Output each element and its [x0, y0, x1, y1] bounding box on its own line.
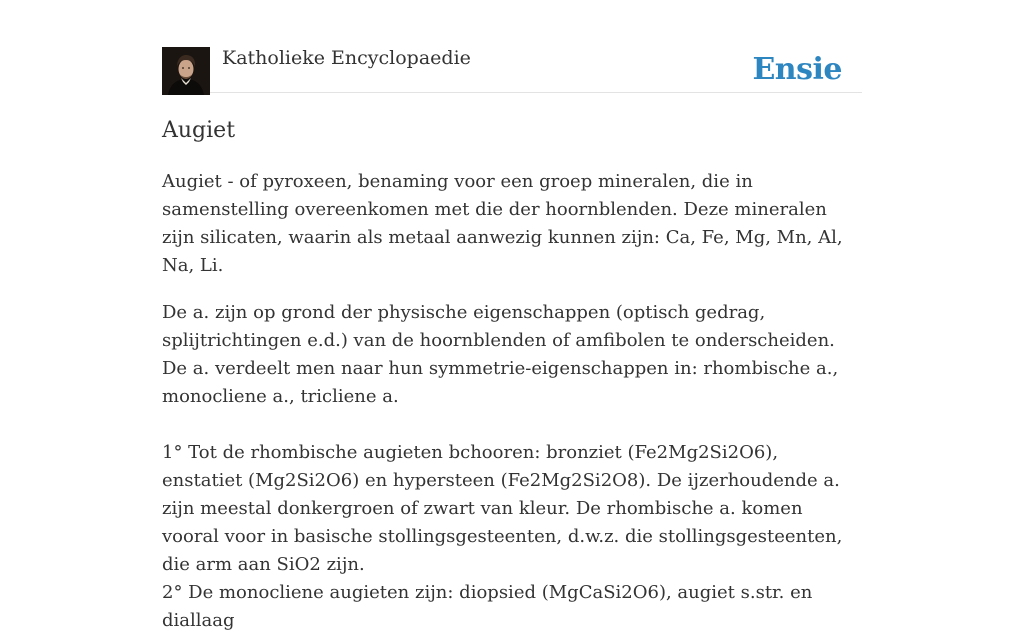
brand-logo[interactable]: Ensie: [752, 52, 842, 87]
source-title[interactable]: Katholieke Encyclopaedie: [222, 47, 471, 69]
portrait-icon: [162, 47, 210, 95]
paragraph: Augiet - of pyroxeen, benaming voor een groep mineralen, die in samenstelling overeenkomen met die der hoornblenden. Deze mineralen zijn silicaten, waarin als metaal aanwezig kunnen zijn: Ca, Fe, Mg, Mn, Al, Na, Li.: [162, 171, 843, 276]
paragraph: De a. zijn op grond der physische eigenschappen (optisch gedrag, splijtrichtingen e.d.) van de hoornblenden of amfibolen te onderscheiden. De a. verdeelt men naar hun symmetrie-eigenschappen in: rhombische a., monocliene a., tricliene a.: [162, 302, 839, 407]
article-body: [162, 168, 862, 635]
page-title: Augiet: [162, 118, 236, 143]
avatar[interactable]: [162, 47, 210, 95]
paragraph: 1° Tot de rhombische augieten bchooren: bronziet (Fe2Mg2Si2O6), enstatiet (Mg2Si2O6) en hypersteen (Fe2Mg2Si2O8). De ijzerhoudende a. zijn meestal donkergroen of zwart van kleur. De rhombische a. komen vooral voor in basische stollingsgesteenten, d.w.z. die stollingsgesteenten, die arm aan SiO2 zijn. 2° De monocliene augieten zijn: diopsied (MgCaSi2O6), augiet s.str. en diallaag: [162, 442, 843, 631]
site-header: [162, 46, 862, 93]
